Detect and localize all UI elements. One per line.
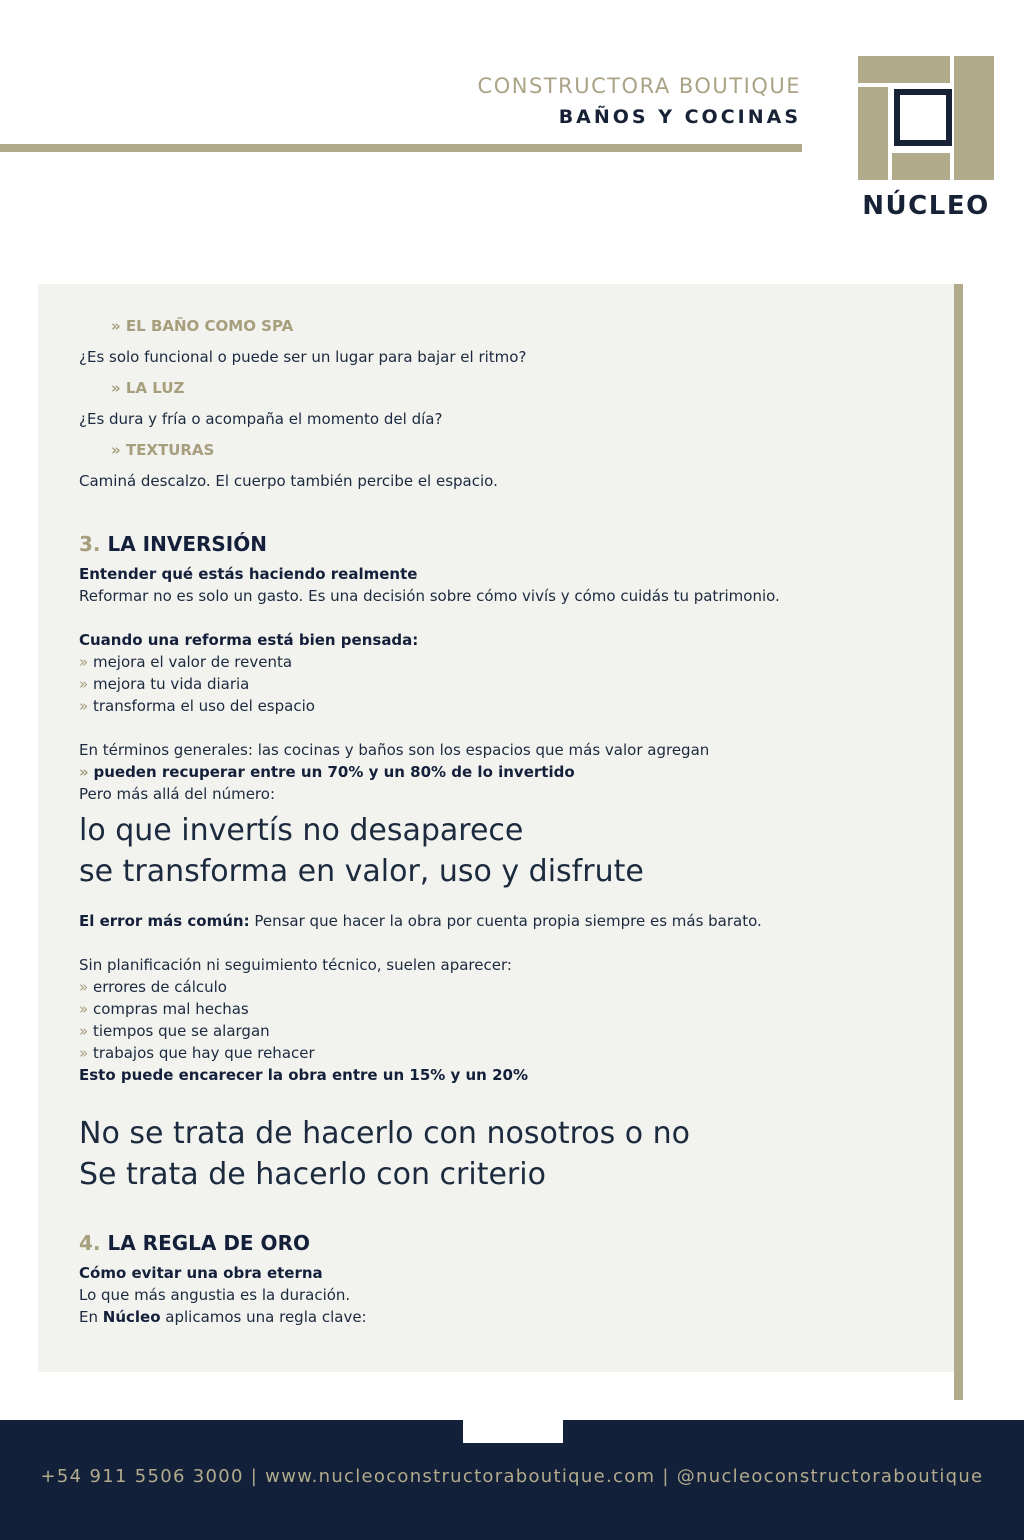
list-item: » mejora el valor de reventa [79,653,293,671]
general-statement: En términos generales: las cocinas y baños son los espacios que más valor agregan [79,741,710,759]
benefits-title: Cuando una reforma está bien pensada: [79,631,419,649]
sensory-label-spa: » EL BAÑO COMO SPA [111,317,294,335]
section-4-subtitle: Cómo evitar una obra eterna [79,1264,323,1282]
list-item: » compras mal hechas [79,1000,249,1018]
nucleo-logo-wordmark: NÚCLEO [862,191,990,221]
list-item: » trabajos que hay que rehacer [79,1044,315,1062]
list-item: » errores de cálculo [79,978,227,996]
section-4-heading [79,1231,310,1255]
list-item: » mejora tu vida diaria [79,675,250,693]
sensory-text-textures: Caminá descalzo. El cuerpo también percibe el espacio. [79,472,498,490]
sensory-text-light: ¿Es dura y fría o acompaña el momento del día? [79,410,443,428]
nucleo-logo-mark-icon [858,56,994,180]
footer-tab [463,1420,563,1443]
sensory-label-light: » LA LUZ [111,379,185,397]
footer-contact: +54 911 5506 3000 | www.nucleoconstructoraboutique.com | @nucleoconstructoraboutique [40,1466,984,1487]
quote-2-line-1: No se trata de hacerlo con nosotros o no [79,1116,691,1151]
common-error: El error más común: Pensar que hacer la obra por cuenta propia siempre es más barato. [79,912,762,930]
sensory-text-spa: ¿Es solo funcional o puede ser un lugar para bajar el ritmo? [79,348,527,366]
recovery-line: » pueden recuperar entre un 70% y un 80% de lo invertido [79,763,575,781]
section-3-number: 3. [79,532,101,556]
list-item: » transforma el uso del espacio [79,697,315,715]
quote-1-line-2: se transforma en valor, uso y disfrute [79,854,644,889]
quote-1-line-1: lo que invertís no desaparece [79,813,524,848]
cost-increase: Esto puede encarecer la obra entre un 15% y un 20% [79,1066,528,1084]
section-3-heading [79,532,267,556]
section-3-title: LA INVERSIÓN [107,532,267,556]
list-item: » tiempos que se alargan [79,1022,270,1040]
section-3-subtitle: Entender qué estás haciendo realmente [79,565,418,583]
problems-intro: Sin planificación ni seguimiento técnico, suelen aparecer: [79,956,512,974]
header-divider [0,144,802,152]
section-3-intro: Reformar no es solo un gasto. Es una decisión sobre cómo vivís y cómo cuidás tu patrimonio. [79,587,780,605]
section-4-number: 4. [79,1231,101,1255]
beyond-number: Pero más allá del número: [79,785,276,803]
header-title: BAÑOS Y COCINAS [558,106,801,128]
header-kicker: CONSTRUCTORA BOUTIQUE [477,74,801,98]
nucleo-logo [855,56,995,226]
section-4-line-2: En Núcleo aplicamos una regla clave: [79,1308,367,1326]
panel-accent-bar [954,284,963,1400]
section-4-title: LA REGLA DE ORO [107,1231,310,1255]
section-4-line-1: Lo que más angustia es la duración. [79,1286,351,1304]
quote-2-line-2: Se trata de hacerlo con criterio [79,1157,546,1192]
sensory-label-textures: » TEXTURAS [111,441,215,459]
